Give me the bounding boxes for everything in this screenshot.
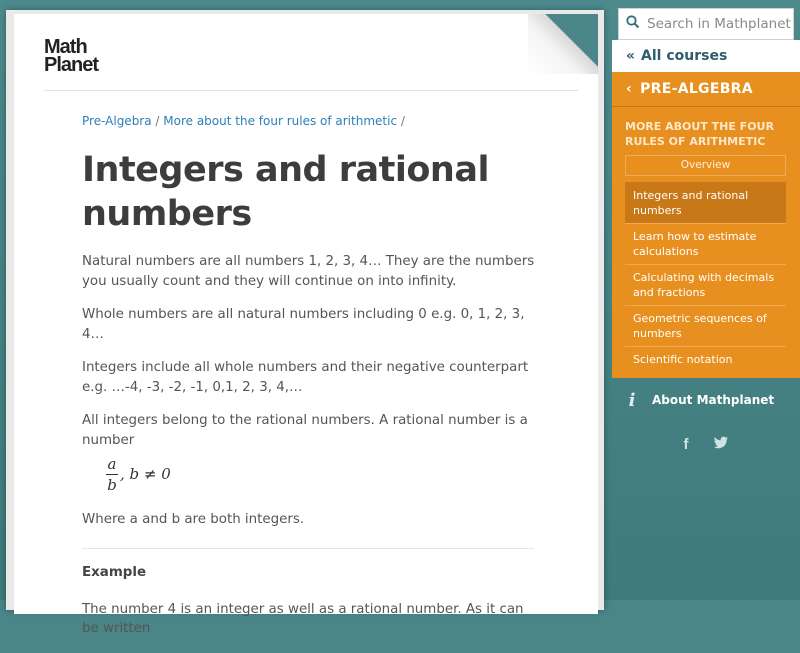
search-icon: [619, 15, 647, 33]
section-divider: [82, 548, 534, 549]
section-title: MORE ABOUT THE FOUR RULES OF ARITHMETIC: [625, 120, 774, 148]
double-chevron-left-icon: «: [626, 48, 636, 64]
content-paper: [14, 14, 598, 636]
facebook-icon[interactable]: f: [683, 436, 689, 453]
rational-formula: [106, 454, 542, 494]
paragraph-whole-numbers: Whole numbers are all natural numbers including 0 e.g. 0, 1, 2, 3, 4…: [82, 307, 525, 342]
about-label: About Mathplanet: [652, 393, 775, 407]
formula-condition: , b ≠ 0: [120, 465, 171, 483]
logo-line-1: Math: [44, 36, 87, 58]
breadcrumb-separator: /: [151, 114, 164, 128]
nav-item-integers[interactable]: Integers and rational numbers: [625, 182, 786, 223]
header-divider: [44, 90, 578, 91]
search-input[interactable]: [618, 8, 794, 40]
paragraph-ab-integers: Where a and b are both integers.: [82, 512, 305, 527]
about-link[interactable]: [612, 378, 800, 422]
mathplanet-logo[interactable]: [44, 38, 114, 74]
nav-item-scientific[interactable]: Scientific notation: [625, 346, 786, 372]
overview-button[interactable]: Overview: [625, 155, 786, 176]
nav-item-geometric[interactable]: Geometric sequences of numbers: [625, 305, 786, 346]
example-heading: Example: [82, 564, 147, 580]
all-courses-label: All courses: [641, 48, 728, 64]
course-nav: [612, 72, 800, 378]
paragraph-example: The number 4 is an integer as well as a rational number. As it can be written: [82, 601, 524, 636]
fraction-numerator: a: [107, 454, 117, 473]
fraction-denominator: b: [107, 475, 117, 494]
nav-item-estimate[interactable]: Learn how to estimate calculations: [625, 223, 786, 264]
logo-line-2: Planet: [44, 54, 99, 76]
course-link-prealgebra[interactable]: [612, 72, 800, 107]
page-curl: [528, 14, 598, 74]
breadcrumb-four-rules[interactable]: More about the four rules of arithmetic: [163, 114, 398, 128]
main-content: [82, 114, 542, 653]
fraction: [106, 456, 118, 493]
page-title: Integers and rational numbers: [82, 150, 489, 234]
breadcrumb-trail: /: [397, 114, 405, 128]
social-links: [612, 436, 800, 456]
breadcrumb-prealgebra[interactable]: Pre-Algebra: [82, 114, 152, 128]
breadcrumb: [82, 114, 542, 128]
fraction-bar: [106, 474, 118, 475]
nav-item-decimals[interactable]: Calculating with decimals and fractions: [625, 264, 786, 305]
twitter-icon[interactable]: [713, 436, 729, 456]
paragraph-natural-numbers: Natural numbers are all numbers 1, 2, 3, 4… They are the numbers you usually count and they will continue on into infinity.: [82, 254, 535, 289]
all-courses-link[interactable]: [612, 40, 800, 72]
paragraph-integers: Integers include all whole numbers and their negative counterpart e.g. …-4, -3, -2, -1, 0,1, 2, 3, 4,…: [82, 360, 529, 395]
chevron-left-icon: ‹: [626, 81, 633, 97]
paragraph-rational: All integers belong to the rational numbers. A rational number is a number: [82, 413, 528, 448]
course-label: PRE-ALGEBRA: [640, 81, 753, 97]
search-placeholder: Search in Mathplanet: [647, 16, 791, 32]
info-icon: i: [628, 389, 636, 411]
